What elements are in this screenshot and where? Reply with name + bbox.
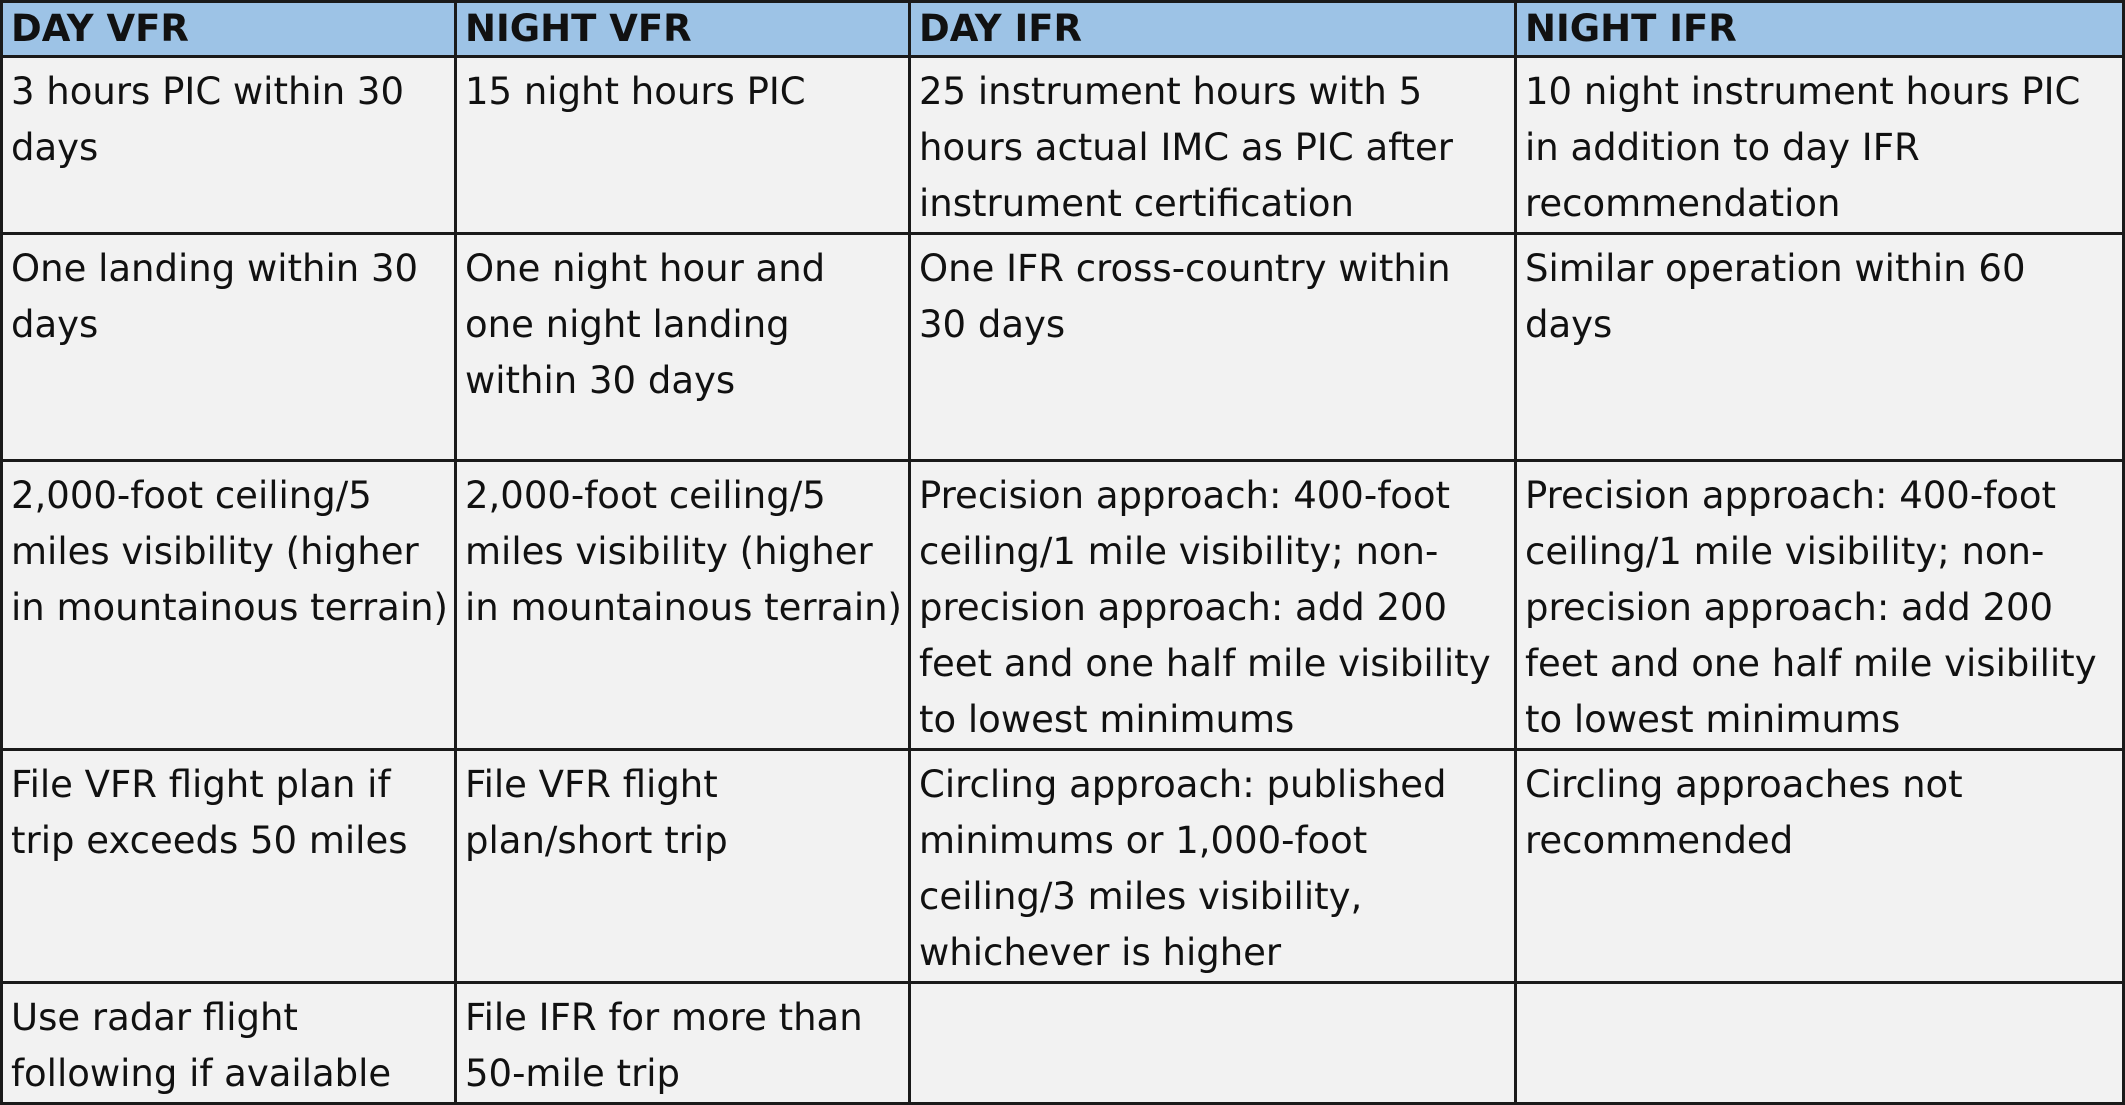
- table-cell: 10 night instrument hours PIC in addition to day IFR recommendation: [1516, 57, 2124, 234]
- header-day-ifr: DAY IFR: [910, 2, 1516, 57]
- table-cell: One landing within 30 days: [2, 234, 456, 461]
- table-cell: Similar operation within 60 days: [1516, 234, 2124, 461]
- table-cell: Precision approach: 400-foot ceiling/1 mile visibility; non-precision approach: add 200 feet and one half mile visibility to lowest minimums: [910, 461, 1516, 750]
- table-cell: One IFR cross-country within 30 days: [910, 234, 1516, 461]
- table-cell: File IFR for more than 50-mile trip: [456, 983, 910, 1104]
- header-day-vfr: DAY VFR: [2, 2, 456, 57]
- table-row: [2, 750, 2124, 983]
- table-cell: 2,000-foot ceiling/5 miles visibility (higher in mountainous terrain): [456, 461, 910, 750]
- table-cell: 3 hours PIC within 30 days: [2, 57, 456, 234]
- table-row: [2, 57, 2124, 234]
- table-row: [2, 234, 2124, 461]
- header-night-vfr: NIGHT VFR: [456, 2, 910, 57]
- table-cell: [1516, 983, 2124, 1104]
- table-cell: 2,000-foot ceiling/5 miles visibility (higher in mountainous terrain): [2, 461, 456, 750]
- table-cell: Circling approach: published minimums or 1,000-foot ceiling/3 miles visibility, whichever is higher: [910, 750, 1516, 983]
- table-row: [2, 461, 2124, 750]
- table-cell: File VFR flight plan if trip exceeds 50 miles: [2, 750, 456, 983]
- header-night-ifr: NIGHT IFR: [1516, 2, 2124, 57]
- table-header-row: [2, 2, 2124, 57]
- table-cell: File VFR flight plan/short trip: [456, 750, 910, 983]
- table-cell: Use radar flight following if available: [2, 983, 456, 1104]
- table-cell: Circling approaches not recommended: [1516, 750, 2124, 983]
- table-cell: Precision approach: 400-foot ceiling/1 mile visibility; non-precision approach: add 200 feet and one half mile visibility to lowest minimums: [1516, 461, 2124, 750]
- table-cell: One night hour and one night landing within 30 days: [456, 234, 910, 461]
- table-cell: 15 night hours PIC: [456, 57, 910, 234]
- table-cell: [910, 983, 1516, 1104]
- table-row: [2, 983, 2124, 1104]
- table-cell: 25 instrument hours with 5 hours actual IMC as PIC after instrument certification: [910, 57, 1516, 234]
